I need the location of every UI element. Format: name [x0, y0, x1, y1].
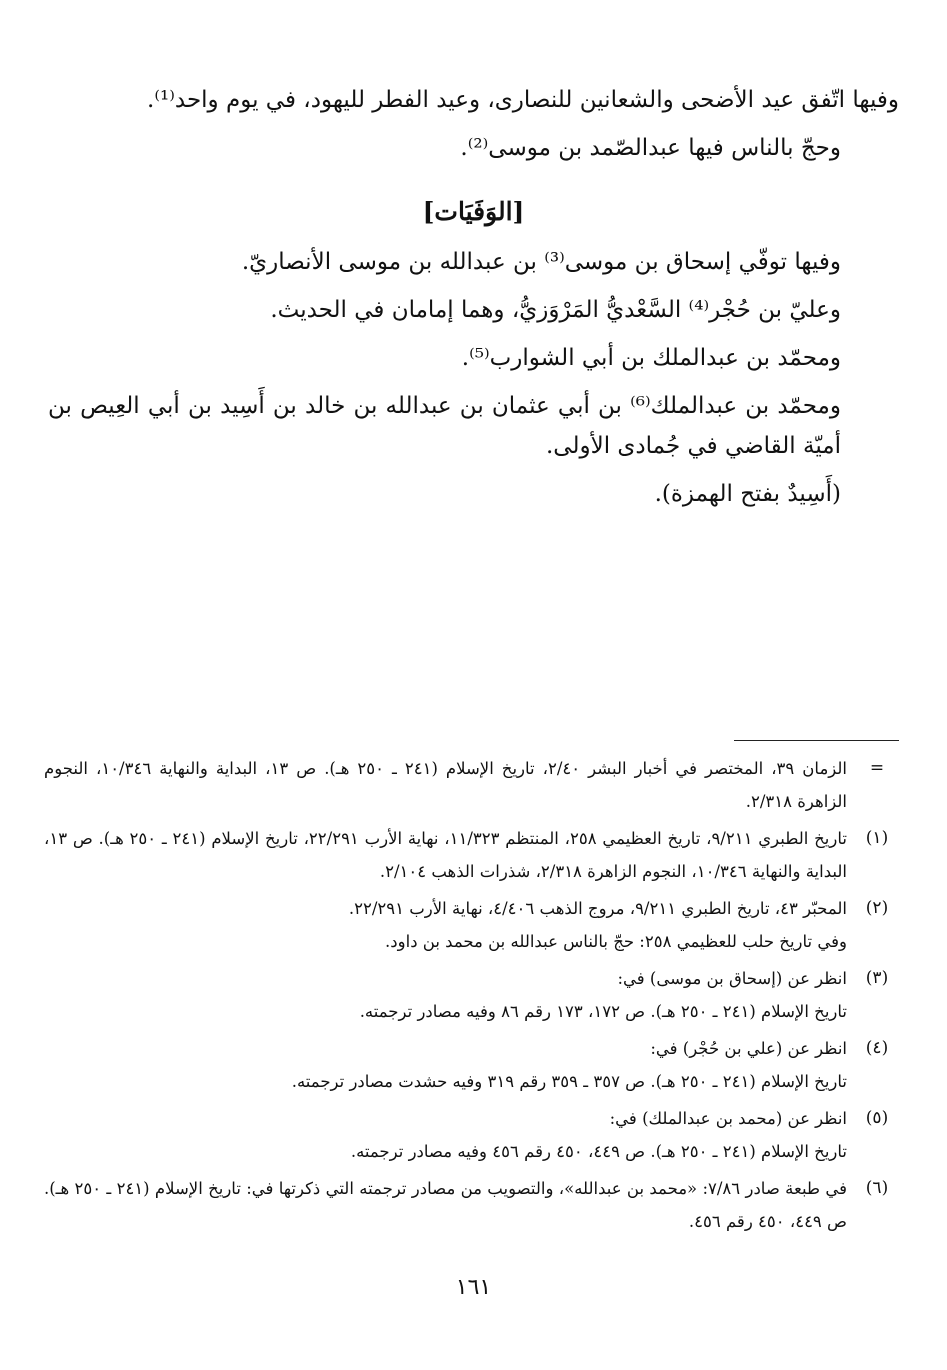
- footnote-number: =: [869, 758, 885, 778]
- footnote-text: تاريخ الإسلام (٢٤١ ـ ٢٥٠ هـ). ص ٣٥٧ ـ ٣٥٩ رقم ٣١٩ وفيه حشدت مصادر ترجمته.: [291, 1072, 847, 1091]
- footnote-text: انظر عن (محمد بن عبدالملك) في:: [609, 1109, 847, 1128]
- footnote-text: تاريخ الإسلام (٢٤١ ـ ٢٥٠ هـ). ص ١٧٢، ١٧٣ رقم ٨٦ وفيه مصادر ترجمته.: [359, 1002, 847, 1021]
- death-entry: وفيها توفّي إسحاق بن موسى⁽³⁾ بن عبدالله بن موسى الأنصاريّ.: [241, 249, 841, 275]
- footnote-number: (٣): [865, 968, 889, 988]
- footnote: [44, 1172, 907, 1238]
- paragraph: وحجّ بالناس فيها عبدالصّمد بن موسى⁽²⁾.: [460, 135, 841, 161]
- footnote-text: انظر عن (علي بن حُجْر) في:: [650, 1039, 847, 1058]
- footnote-number: (٥): [865, 1108, 889, 1128]
- footnote-text: في طبعة صادر ٧/٨٦: «محمد بن عبدالله»، والتصويب من مصادر ترجمته التي ذكرتها في: تاريخ الإسلام (٢٤١ ـ ٢٥٠ هـ). ص ٤٤٩، ٤٥٠ رقم ٤٥٦.: [44, 1179, 847, 1231]
- death-entry: (أَسِيدٌ بفتح الهمزة).: [654, 481, 841, 507]
- footnote: [44, 752, 907, 818]
- footnote: [44, 822, 907, 888]
- footnote-number: (٢): [865, 898, 889, 918]
- death-entry: ومحمّد بن عبدالملك⁽⁶⁾ بن أبي عثمان بن عبدالله بن خالد بن أَسِيد بن أبي العِيص بن أميّة القاضي في جُمادى الأولى.: [48, 393, 841, 459]
- footnote: [44, 962, 907, 1028]
- footnote-number: (١): [865, 828, 889, 848]
- footnote-text: الزمان ٣٩، المختصر في أخبار البشر ٢/٤٠، تاريخ الإسلام (٢٤١ ـ ٢٥٠ هـ). ص ١٣، البداية والنهاية ١٠/٣٤٦، النجوم الزاهرة ٢/٣١٨.: [44, 759, 847, 811]
- section-heading: [الوَفَيَات]: [422, 197, 525, 226]
- footnote-text: تاريخ الإسلام (٢٤١ ـ ٢٥٠ هـ). ص ٤٤٩، ٤٥٠ رقم ٤٥٦ وفيه مصادر ترجمته.: [350, 1142, 847, 1161]
- footnote-text: انظر عن (إسحاق بن موسى) في:: [617, 969, 847, 988]
- footnotes: [44, 752, 907, 1242]
- main-text: [48, 80, 899, 522]
- footnote-divider: [734, 740, 899, 741]
- page-number: ١٦١: [455, 1275, 492, 1300]
- footnote-text: وفي تاريخ حلب للعظيمي ٢٥٨: حجّ بالناس عبدالله بن محمد بن داود.: [385, 932, 847, 951]
- footnote: [44, 1032, 907, 1098]
- paragraph: وفيها اتّفق عيد الأضحى والشعانين للنصارى، وعيد الفطر لليهود، في يوم واحد⁽¹⁾.: [147, 87, 899, 113]
- footnote-text: تاريخ الطبري ٩/٢١١، تاريخ العظيمي ٢٥٨، المنتظم ١١/٣٢٣، نهاية الأرب ٢٢/٢٩١، تاريخ الإسلام (٢٤١ ـ ٢٥٠ هـ). ص ١٣، البداية والنهاية ١٠/٣٤٦، النجوم الزاهرة ٢/٣١٨، شذرات الذهب ٢/١٠٤.: [44, 829, 847, 881]
- death-entry: وعليّ بن حُجْر⁽⁴⁾ السَّعْديُّ المَرْوَزيُّ، وهما إمامان في الحديث.: [270, 297, 841, 323]
- footnote-text: المحبّر ٤٣، تاريخ الطبري ٩/٢١١، مروج الذهب ٤/٤٠٦، نهاية الأرب ٢٢/٢٩١.: [348, 899, 847, 918]
- death-entry: ومحمّد بن عبدالملك بن أبي الشوارب⁽⁵⁾.: [461, 345, 841, 371]
- footnote: [44, 892, 907, 958]
- footnote: [44, 1102, 907, 1168]
- footnote-number: (٦): [865, 1178, 889, 1198]
- footnote-number: (٤): [865, 1038, 889, 1058]
